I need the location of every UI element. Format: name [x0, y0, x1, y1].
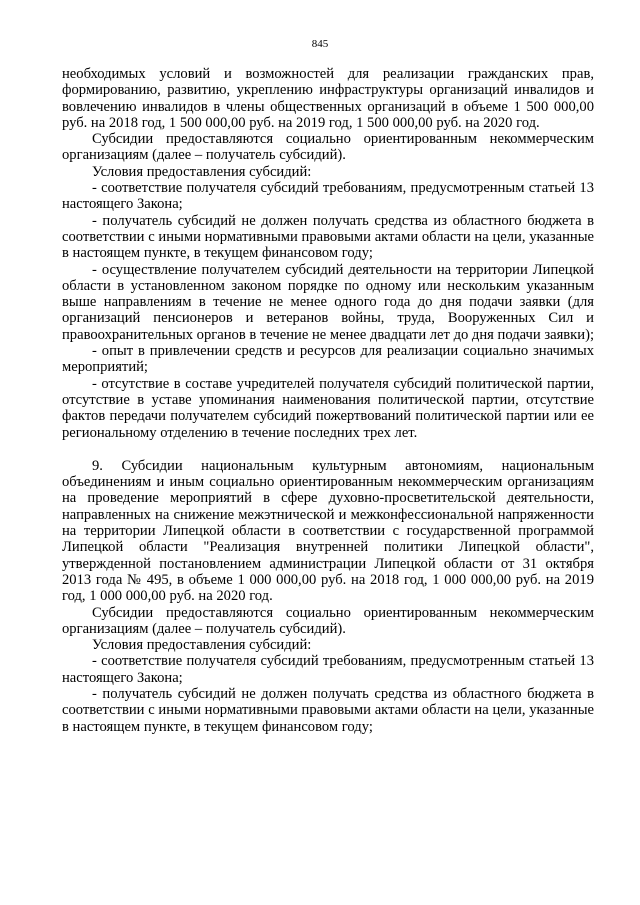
paragraph-subsidy-recipients: Субсидии предоставляются социально ориентированным некоммерческим организациям (далее – получатель субсидий). [62, 131, 594, 164]
condition-item: - соответствие получателя субсидий требованиям, предусмотренным статьей 13 настоящего Закона; [62, 653, 594, 686]
document-body [62, 66, 594, 735]
condition-item: - соответствие получателя субсидий требованиям, предусмотренным статьей 13 настоящего Закона; [62, 180, 594, 213]
condition-item: - опыт в привлечении средств и ресурсов для реализации социально значимых мероприятий; [62, 343, 594, 376]
paragraph-conditions-heading: Условия предоставления субсидий: [92, 637, 312, 654]
condition-item: - получатель субсидий не должен получать средства из областного бюджета в соответствии с иными нормативными правовыми актами области на цели, указанные в настоящем пункте, в текущем финансовом году; [62, 685, 594, 735]
paragraph-continuation: необходимых условий и возможностей для реализации гражданских прав, формированию, развитию, укреплению инфраструктуры организаций инвалидов и вовлечению инвалидов в члены общественных организаций в объеме 1 500 000,00 руб. на 2018 год, 1 500 000,00 руб. на 2019 год, 1 500 000,00 руб. на 2020 год. [62, 66, 594, 131]
condition-item: - осуществление получателем субсидий деятельности на территории Липецкой области в установленном законом порядке по одному или нескольким указанным выше направлениям в течение не менее одного года до дня подачи заявки (для организаций пенсионеров и ветеранов войны, труда, Вооруженных Сил и правоохранительных органов в течение не менее двадцати лет до дня подачи заявки); [62, 261, 594, 343]
condition-item: - получатель субсидий не должен получать средства из областного бюджета в соответствии с иными нормативными правовыми актами области на цели, указанные в настоящем пункте, в текущем финансовом году; [62, 212, 594, 262]
paragraph-section-9: 9. Субсидии национальным культурным автономиям, национальным объединениям и иным социально ориентированным некоммерческим организациям на проведение мероприятий в сфере духовно-просветительской деятельности, направленных на снижение межэтнической и межконфессиональной напряженности на территории Липецкой области в соответствии с государственной программой Липецкой области "Реализация внутренней политики Липецкой области", утвержденной постановлением администрации Липецкой области от 31 октября 2013 года № 495, в объеме 1 000 000,00 руб. на 2018 год, 1 000 000,00 руб. на 2019 год, 1 000 000,00 руб. на 2020 год. [62, 457, 594, 605]
page-number: 845 [311, 38, 329, 50]
paragraph-subsidy-recipients: Субсидии предоставляются социально ориентированным некоммерческим организациям (далее – получатель субсидий). [62, 604, 594, 637]
paragraph-conditions-heading: Условия предоставления субсидий: [92, 163, 312, 180]
paragraph-gap [62, 441, 594, 458]
condition-item: - отсутствие в составе учредителей получателя субсидий политической партии, отсутствие в уставе упоминания наименования политической партии, отсутствие фактов передачи получателем субсидий пожертвований политической партии или ее региональному отделению в течение последних трех лет. [62, 375, 594, 441]
